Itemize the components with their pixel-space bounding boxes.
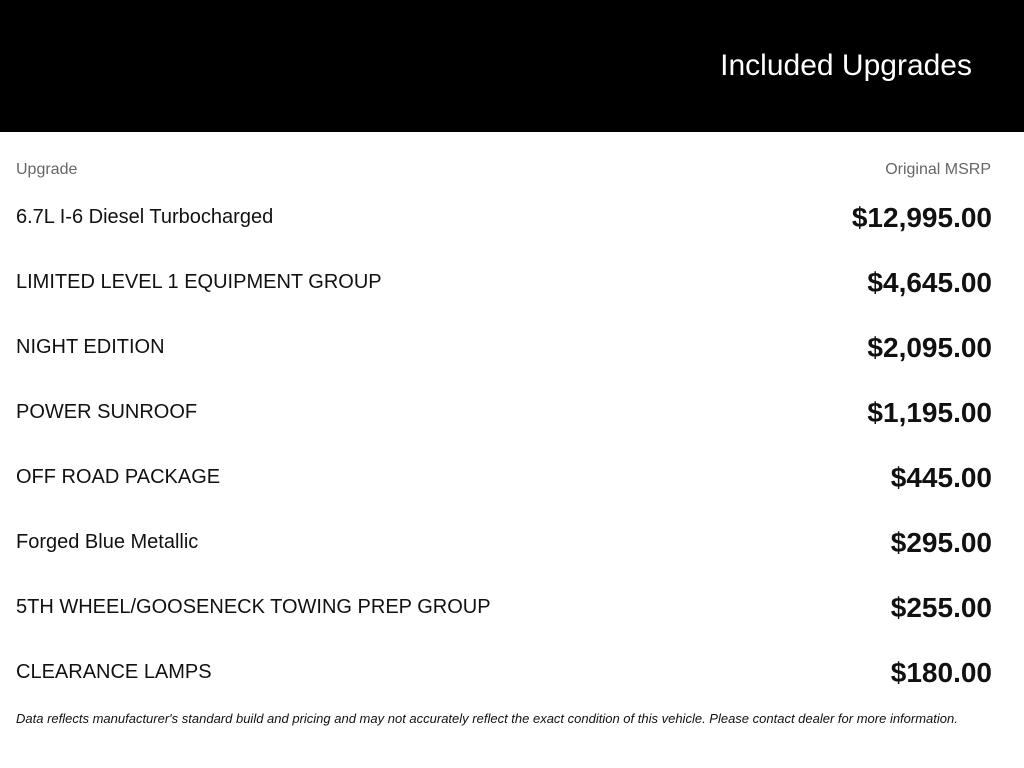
- column-header-msrp: Original MSRP: [885, 161, 991, 178]
- page-title: Included Upgrades: [720, 49, 972, 82]
- upgrades-list: [16, 185, 992, 705]
- upgrade-name: NIGHT EDITION: [16, 336, 165, 358]
- upgrade-price: $2,095.00: [867, 331, 992, 363]
- column-headers: [16, 156, 991, 184]
- list-item: [16, 575, 992, 640]
- upgrade-price: $445.00: [890, 461, 992, 493]
- upgrade-name: Forged Blue Metallic: [16, 531, 199, 553]
- list-item: [16, 510, 992, 575]
- list-item: [16, 315, 992, 380]
- upgrade-price: $180.00: [890, 656, 992, 688]
- upgrade-name: OFF ROAD PACKAGE: [16, 466, 221, 488]
- upgrade-name: 5TH WHEEL/GOOSENECK TOWING PREP GROUP: [16, 596, 491, 618]
- upgrade-price: $1,195.00: [867, 396, 992, 428]
- disclaimer-text: Data reflects manufacturer's standard build and pricing and may not accurately reflect the exact condition of this vehicle. Please contact dealer for more information.: [16, 711, 958, 726]
- upgrade-name: LIMITED LEVEL 1 EQUIPMENT GROUP: [16, 271, 382, 293]
- list-item: [16, 380, 992, 445]
- upgrade-price: $255.00: [890, 591, 992, 623]
- upgrade-name: POWER SUNROOF: [16, 401, 198, 423]
- upgrade-price: $12,995.00: [851, 201, 992, 233]
- list-item: [16, 250, 992, 315]
- upgrade-price: $295.00: [890, 526, 992, 558]
- upgrade-name: 6.7L I-6 Diesel Turbocharged: [16, 206, 274, 228]
- upgrade-name: CLEARANCE LAMPS: [16, 661, 212, 683]
- list-item: [16, 445, 992, 510]
- list-item: [16, 640, 992, 705]
- upgrade-price: $4,645.00: [867, 266, 992, 298]
- list-item: [16, 185, 992, 250]
- column-header-upgrade: Upgrade: [16, 161, 78, 178]
- header-banner: [0, 0, 1024, 132]
